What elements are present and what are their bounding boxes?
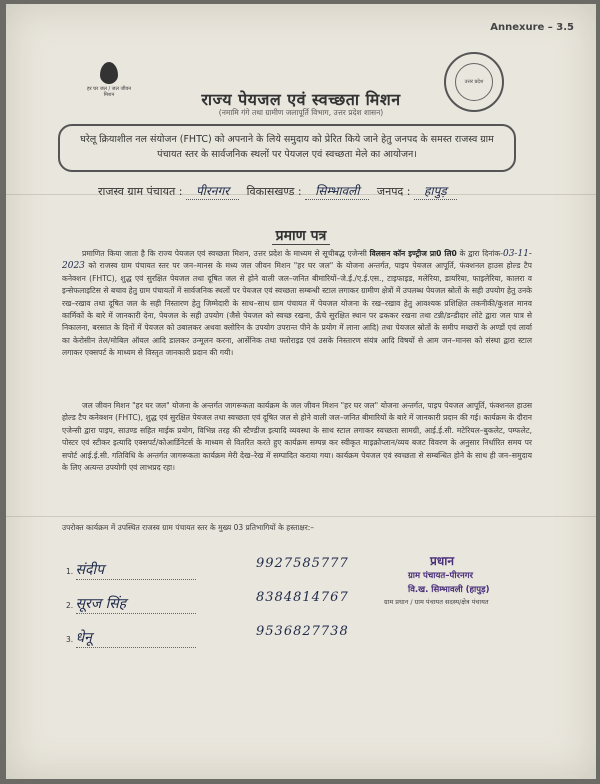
district-value: हापुड़ [414,182,457,200]
district-label: जनपद : [376,185,411,198]
paragraph1-lead: प्रमाणित किया जाता है कि राज्य पेयजल एवं स्वच्छता मिशन, उत्तर प्रदेश के माध्यम से सूचीबद्ध एजेन्सी [82,249,367,258]
participant-phone: 8384814767 [256,590,349,605]
logo-left-caption: हर घर जल / जल जीवन मिशन [86,86,132,98]
event-banner: घरेलू क्रियाशील नल संयोजन (FHTC) को अपनाने के लिये समुदाय को प्रेरित किये जाने हेतु जनपद के समस्त राजस्व ग्राम पंचायत स्तर के सार्वजनिक स्थलों पर पेयजल एवं स्वच्छता मेले का आयोजन। [58,124,516,172]
seal-caption: उत्तर प्रदेश [464,79,484,85]
certificate-paragraph-1 [62,248,532,360]
panchayat-stamp-line-1: ग्राम पंचायत–पीरनगर [408,571,473,581]
event-date: 03-11-2023 [62,249,532,272]
participant-signature-row [66,590,349,614]
pradhan-stamp-title: प्रधान [430,554,454,568]
row-number: 3. [66,635,74,644]
row-number: 2. [66,601,74,610]
water-drop-icon [100,62,118,84]
participant-signature: संदीप [76,560,196,580]
gram-panchayat-value: पीरनगर [186,182,239,200]
mission-title: राज्य पेयजल एवं स्वच्छता मिशन [201,90,401,109]
agency-name: विलसन कॉन इण्ट्रीज प्रा0 लि0 [369,249,457,258]
block-label: विकासखण्ड : [246,185,302,198]
participant-signature-row [66,624,349,648]
paragraph1-mid: के द्वारा दिनांक- [459,249,503,258]
signatures-intro: उपरोक्त कार्यक्रम में उपस्थित राजस्व ग्राम पंचायत स्तर के मुख्य 03 प्रतिभागियों के हस्ताक्षर:– [62,523,315,532]
participant-phone: 9536827738 [256,624,349,639]
block-value: सिम्भावली [305,182,369,200]
participant-signature-row [66,556,349,580]
panchayat-stamp-line-2: वि.ख. सिम्भावली (हापुड़) [408,585,490,595]
certificate-title-text: प्रमाण पत्र [272,228,331,245]
annexure-label: Annexure – 3.5 [490,22,574,33]
signatory-designation: ग्राम प्रधान / ग्राम पंचायत सदस्य/क्षेत्र पंचायत [384,598,489,606]
location-fields [98,182,457,200]
paper-crease [6,516,596,517]
certificate-paragraph-2: जल जीवन मिशन "हर घर जल" योजना के अन्तर्गत जागरूकता कार्यक्रम के जल जीवन मिशन "हर घर जल" योजना अन्तर्गत, पाइप पेयजल आपूर्ति, फंक्शनल हाउस होल्ड टैप कनेक्शन (FHTC), शुद्ध एवं सुरक्षित पेयजल तथा स्वच्छता एवं दूषित जल से होने वाली जल–जनित बीमारियों के बारे में जानकारी प्रदान की गई। कार्यक्रम के दौरान एजेन्सी द्वारा पाइप, साउण्ड सहित माईक प्रयोग, विभिन्न तरह की स्टैण्डीज इत्यादि व्यवस्था के साथ स्टाल लगाकर स्वच्छता सामग्री, आई.ई.सी. मटेरियल–बुकलेट, पम्फलेट, पोस्टर एवं स्टीकर इत्यादि एक्सपर्ट/कोआर्डिनेटर्स के माध्यम से वितरित करते हुए कार्यक्रम सम्पन्न कर स्वीकृत माइक्रोप्लान/व्यय बजट विवरण के अनुसार निर्धारित समय पर सपोर्ट आई.ई.सी. गतिविधि के अन्तर्गत जागरूकता कार्यक्रम मेरी देख–रेख में सम्पादित कराया गया। कार्यक्रम पेयजल एवं स्वच्छता से सम्बन्धित होने के साथ ही जन–समुदाय के लिए अत्यन्त उपयोगी एवं लाभप्रद रहा। [62,401,532,473]
paragraph1-body: को राजस्व ग्राम पंचायत स्तर पर जन–मानस के मध्य जल जीवन मिशन "हर घर जल" के योजना अन्तर्गत, पाइप पेयजल आपूर्ति, फंक्शनल हाउस होल्ड टैप कनेक्शन (FHTC), शुद्ध एवं सुरक्षित पेयजल तथा दूषित जल से होने वाली जल–जनित बीमारियों–जे.ई./ए.ई.एस., टाइफाइड, मलेरिया, डायरिया, फाइलेरिया, कालरा व इन्सेफलाइटिस से बचाव हेतु ग्राम पंचायतों में सार्वजनिक स्थलों पर पेयजल एवं स्वच्छता सम्बन्धी स्टाल लगाकर ग्रामीण क्षेत्रों में उपलब्ध पेयजल स्रोतों के सही उपयोग हेतु उनके रख–रखाव तथा दूषित जल के सही निस्तारण हेतु जिम्मेदारी के साथ–साथ ग्राम पंचायत में पेयजल योजना के रख–रखाव हेतु आवश्यक प्रशिक्षित तकनीकी/कुशल मानव कार्मिकों के बारे में जानकारी देना, पेयजल के सही उपयोग (जैसे पेयजल को स्वच्छ रखना, ऊँचे सुरक्षित स्थान पर ढककर रखना तथा टन्नी/डन्डीदार लोटे द्वारा जल पात्र से निकालना, बरसात के दिनों में पेयजल को उबालकर अथवा क्लोरिन के उपयोग उपरान्त पीने के प्रयोग में लाना आदि) तथा पेयजल स्रोतों के समीप मच्छरों के अण्डों एवं लार्वा का केरोसीन तेल/मोबिल ऑयल आदि डालकर उन्मूलन करना, आर्सेनिक तथा फ्लोराइड एवं उसके निस्तारण संयंत्र आदि विषयों से आम जन–मानस को संस्था द्वारा स्टाल लगाकर एक्सपर्ट के माध्यम से विस्तृत जानकारी प्रदान की गयी। [62,261,532,358]
row-number: 1. [66,567,74,576]
gram-panchayat-label: राजस्व ग्राम पंचायत : [98,185,183,198]
participant-signature: धेनू [76,628,196,648]
participant-phone: 9927585777 [256,556,349,571]
certificate-title [6,226,596,245]
mission-subtitle: (नमामि गंगे तथा ग्रामीण जलापूर्ति विभाग, उत्तर प्रदेश शासन) [218,108,384,117]
certificate-page [6,4,596,779]
participant-signature: सूरज सिंह [76,594,196,614]
